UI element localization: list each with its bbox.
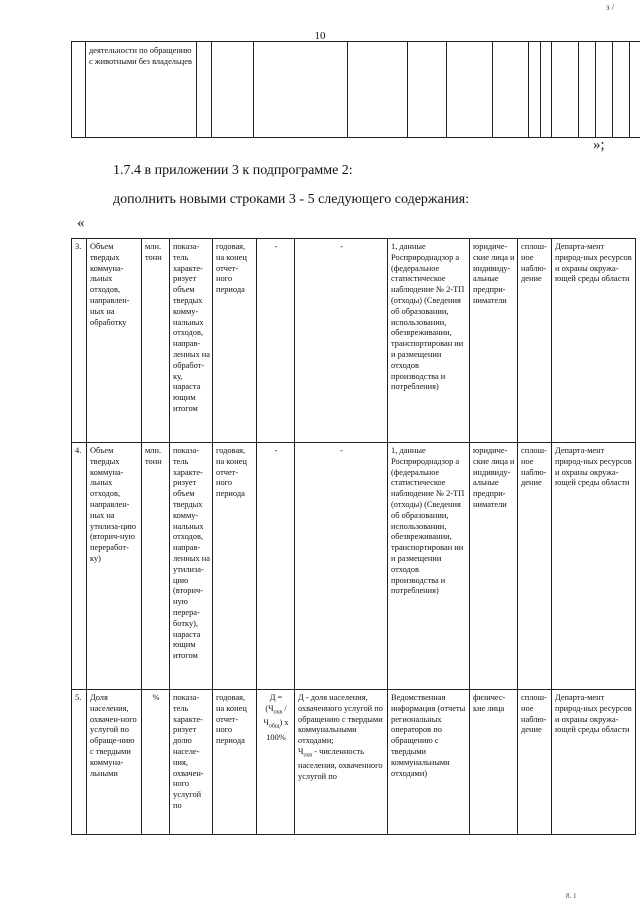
method-cell: сплош-ное наблю-дение [518, 690, 552, 835]
opening-quote: « [77, 215, 85, 231]
row-number: 4. [72, 443, 87, 690]
table-cell [613, 42, 630, 138]
row-number: 5. [72, 690, 87, 835]
table-cell [408, 42, 447, 138]
corner-mark: з / [606, 2, 615, 12]
table-cell [529, 42, 541, 138]
observation-unit-cell: физичес-кие лица [470, 690, 518, 835]
unit-cell: млн. тонн [142, 443, 170, 690]
formula-tail: ) х 100% [266, 718, 289, 742]
table-cell: деятельности по обращению с животными без владельцев [86, 42, 197, 138]
table-row [72, 42, 640, 138]
table-cell [541, 42, 552, 138]
table-cell [493, 42, 529, 138]
method-cell: сплош-ное наблю-дение [518, 443, 552, 690]
formula-desc-cell: - [295, 443, 388, 690]
observation-unit-cell: юридиче-ские лица и индивиду-альные предпри-ниматели [470, 239, 518, 443]
formula-desc-text: Д - доля населения, охваченного услугой по обращению с твердыми коммунальными отходами; [298, 693, 383, 746]
period-cell: годовая, на конец отчет-ного периода [213, 239, 257, 443]
formula-symbol: Ч [263, 718, 269, 728]
indicator-name: Доля населения, охвачен-ного услугой по обраще-нию с твердыми коммуна-льными [87, 690, 142, 835]
observation-unit-cell: юридиче-ские лица и индивиду-альные предпри-ниматели [470, 443, 518, 690]
formula-slash: / [282, 703, 287, 713]
period-cell: годовая, на конец отчет-ного периода [213, 690, 257, 835]
method-cell: сплош-ное наблю-дение [518, 239, 552, 443]
table-cell [630, 42, 640, 138]
description-cell: показа-тель характе-ризует долю населе-ния, охвачен-ного услугой по [170, 690, 213, 835]
responsible-cell: Департа-мент природ-ных ресурсов и охраны окружа-ющей среды области [552, 239, 636, 443]
formula-cell: - [257, 443, 295, 690]
table-cell [197, 42, 212, 138]
indicators-table [71, 238, 636, 835]
formula-desc-text: - численность населения, охваченного услугой по [298, 746, 383, 782]
indicator-name: Объем твердых коммуна-льных отходов, направлен-ных на утилиза-цию (вторич-ную переработ-ку) [87, 443, 142, 690]
table-cell [254, 42, 348, 138]
table-row [72, 239, 636, 443]
table-cell [72, 42, 86, 138]
unit-cell: % [142, 690, 170, 835]
responsible-cell: Департа-мент природ-ных ресурсов и охраны окружа-ющей среды области [552, 690, 636, 835]
source-cell: Ведомственная информация (отчеты региональных операторов по обращению с твердыми коммунальными отходами) [388, 690, 470, 835]
formula-cell: Д = ($Ч_{охв}$ / $Ч_{общ}$) х 100% [257, 690, 295, 835]
formula-subscript: охв [273, 709, 283, 716]
amendment-instruction: дополнить новыми строками 3 - 5 следующего содержания: [113, 192, 470, 207]
closing-quote: »; [593, 137, 605, 153]
table-cell [596, 42, 613, 138]
indicator-name: Объем твердых коммуна-льных отходов, направлен-ных на обработку [87, 239, 142, 443]
formula-desc-cell [295, 690, 388, 835]
formula-cell: - [257, 239, 295, 443]
formula-symbol: Ч [298, 746, 304, 756]
source-cell: 1, данные Росприроднадзор а (федеральное статистическое наблюдение № 2-ТП (отходы) (Сведения об образовании, использовании, обезвреживании, транспортирован ии и размещении отходов производства и потребления) [388, 239, 470, 443]
formula-subscript: общ [268, 723, 280, 730]
continuation-table [71, 41, 640, 138]
formula-subscript: охв [303, 752, 313, 759]
formula-symbol: Ч [268, 703, 274, 713]
unit-cell: млн. тонн [142, 239, 170, 443]
description-cell: показа-тель характе-ризует объем твердых комму-нальных отходов, направ-ленных на обработ-ку, нараста ющим итогом [170, 239, 213, 443]
table-cell [212, 42, 254, 138]
table-cell [579, 42, 596, 138]
table-cell [348, 42, 408, 138]
row-number: 3. [72, 239, 87, 443]
amendment-paragraph: 1.7.4 в приложении 3 к подпрограмме 2: [113, 163, 353, 178]
formula-desc-cell: - [295, 239, 388, 443]
footer-mark: 8. 1 [566, 892, 577, 900]
page-number: 10 [314, 30, 326, 42]
table-cell [447, 42, 493, 138]
source-cell: 1, данные Росприроднадзор а (федеральное статистическое наблюдение № 2-ТП (отходы) (Сведения об образовании, использовании, обезвреживании, транспортирован ии и размещении отходов производства и потребления) [388, 443, 470, 690]
table-cell [552, 42, 579, 138]
description-cell: показа-тель характе-ризует объем твердых комму-нальных отходов, направ-ленных на утилиза-цию (вторич-ную перера-ботку), нараста ющим итогом [170, 443, 213, 690]
table-row [72, 690, 636, 835]
table-row [72, 443, 636, 690]
period-cell: годовая, на конец отчет-ного периода [213, 443, 257, 690]
formula-lead: Д = [269, 693, 283, 702]
responsible-cell: Департа-мент природ-ных ресурсов и охраны окружа-ющей среды области [552, 443, 636, 690]
